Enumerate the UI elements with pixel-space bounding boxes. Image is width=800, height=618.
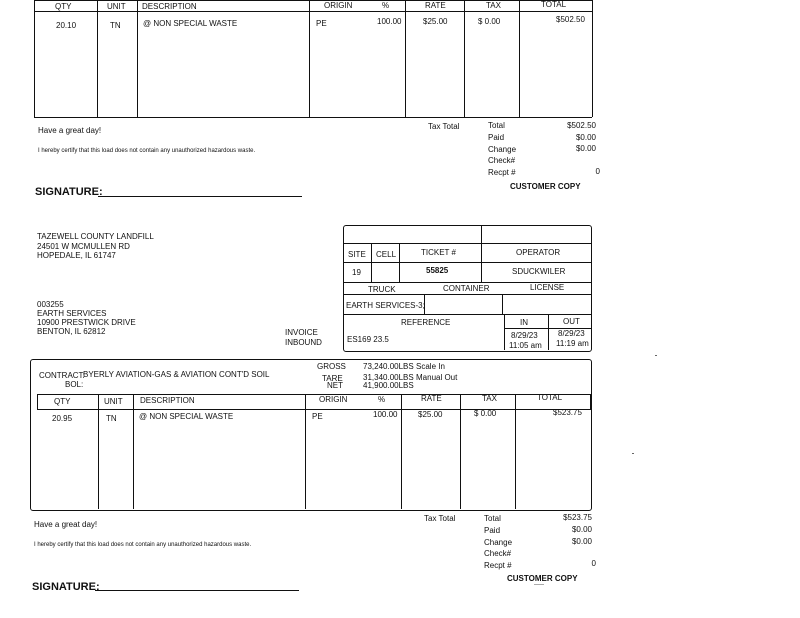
total-label: Total [484, 514, 501, 523]
col-tax-header: TAX [482, 394, 497, 403]
check-label: Check# [484, 549, 512, 558]
change-value: $0.00 [575, 144, 596, 153]
gross-value: 73,240.00LBS [363, 362, 414, 371]
contract-label: CONTRACT: [39, 371, 85, 380]
col-rate-header: RATE [421, 394, 442, 403]
row-pct: 100.00 [377, 17, 402, 26]
row-total: $502.50 [556, 15, 585, 24]
row-rate: $25.00 [418, 410, 443, 419]
check-label: Check# [488, 156, 516, 165]
tare-label: TARE [322, 374, 343, 383]
inbound-label: INBOUND [285, 338, 322, 347]
ticket-number-value: 55825 [426, 266, 449, 275]
operator-value: SDUCKWILER [512, 267, 566, 276]
customer-copy-label: CUSTOMER COPY [507, 574, 578, 583]
change-label: Change [488, 145, 517, 154]
site-label: SITE [348, 250, 366, 259]
total-label: Total [488, 121, 505, 130]
out-label: OUT [563, 317, 580, 326]
col-total-header: TOTAL [541, 0, 567, 9]
invoice-label: INVOICE [285, 328, 318, 337]
total-value: $502.50 [567, 121, 596, 130]
row-unit: TN [106, 414, 117, 423]
total-value: $523.75 [563, 513, 592, 522]
reference-label: REFERENCE [401, 318, 451, 327]
col-pct-header: % [378, 395, 386, 404]
gross-note: Scale In [416, 362, 445, 371]
row-tax: $ 0.00 [478, 17, 501, 26]
out-time: 11:19 am [556, 339, 589, 348]
tax-total-label: Tax Total [424, 514, 456, 523]
row-qty: 20.10 [56, 21, 77, 30]
col-unit-header: UNIT [104, 397, 123, 406]
net-value: 41,900.00LBS [363, 381, 414, 390]
contract-value: BYERLY AVIATION-GAS & AVIATION CONT'D SOIL [83, 370, 270, 379]
col-pct-header: % [382, 1, 390, 10]
recpt-label: Recpt # [488, 168, 516, 177]
in-date: 8/29/23 [511, 331, 538, 340]
row-description: @ NON SPECIAL WASTE [143, 19, 238, 28]
signature-line [95, 590, 299, 591]
customer-id: 003255 [37, 300, 64, 309]
paid-value: $0.00 [571, 525, 592, 534]
col-description-header: DESCRIPTION [140, 396, 195, 405]
site-value: 19 [352, 268, 361, 277]
facility-city: HOPEDALE, IL 61747 [37, 251, 116, 260]
operator-label: OPERATOR [516, 248, 561, 257]
gross-label: GROSS [317, 362, 346, 371]
paid-label: Paid [484, 526, 501, 535]
paid-value: $0.00 [575, 133, 596, 142]
col-origin-header: ORIGIN [319, 395, 348, 404]
truck-value: EARTH SERVICES-3; [346, 301, 425, 310]
col-origin-header: ORIGIN [324, 1, 353, 10]
row-qty: 20.95 [52, 414, 73, 423]
customer-city: BENTON, IL 62812 [37, 327, 106, 336]
license-label: LICENSE [530, 283, 565, 292]
row-origin: PE [312, 412, 323, 421]
certify-text: I hereby certify that this load does not contain any unauthorized hazardous waste. [34, 542, 252, 548]
certify-text: I hereby certify that this load does not contain any unauthorized hazardous waste. [38, 148, 256, 154]
ticket-number-label: TICKET # [421, 248, 456, 257]
in-label: IN [520, 318, 528, 327]
tax-total-label: Tax Total [428, 122, 460, 131]
customer-copy-label: CUSTOMER COPY [510, 182, 581, 191]
recpt-label: Recpt # [484, 561, 512, 570]
facility-street: 24501 W MCMULLEN RD [37, 242, 130, 251]
bol-label: BOL: [65, 380, 84, 389]
tare-value: 31,340.00LBS [363, 373, 414, 382]
paid-label: Paid [488, 133, 505, 142]
facility-name: TAZEWELL COUNTY LANDFILL [37, 232, 154, 241]
recpt-value: 0 [595, 167, 600, 176]
greeting-text: Have a great day! [34, 520, 98, 529]
in-time: 11:05 am [509, 341, 542, 350]
row-description: @ NON SPECIAL WASTE [139, 412, 234, 421]
tare-note: Manual Out [416, 373, 458, 382]
row-rate: $25.00 [423, 17, 448, 26]
col-tax-header: TAX [486, 1, 501, 10]
col-qty-header: QTY [55, 2, 72, 11]
signature-label: SIGNATURE: [35, 186, 103, 198]
net-label: NET [327, 381, 343, 390]
signature-line [98, 196, 302, 197]
cell-label: CELL [376, 250, 397, 259]
customer-name: EARTH SERVICES [37, 309, 107, 318]
customer-street: 10900 PRESTWICK DRIVE [37, 318, 136, 327]
scan-speck [534, 584, 544, 585]
out-date: 8/29/23 [558, 329, 585, 338]
container-label: CONTAINER [443, 284, 490, 293]
row-total: $523.75 [553, 408, 582, 417]
scan-speck [655, 355, 657, 356]
scan-speck [632, 453, 634, 454]
truck-label: TRUCK [368, 285, 396, 294]
row-unit: TN [110, 21, 121, 30]
col-total-header: TOTAL [537, 393, 563, 402]
col-description-header: DESCRIPTION [142, 2, 197, 11]
signature-label: SIGNATURE: [32, 581, 100, 593]
row-origin: PE [316, 19, 327, 28]
col-qty-header: QTY [54, 397, 71, 406]
reference-value: ES169 23.5 [347, 335, 389, 344]
row-tax: $ 0.00 [474, 409, 497, 418]
col-rate-header: RATE [425, 1, 446, 10]
col-unit-header: UNIT [107, 2, 126, 11]
row-pct: 100.00 [373, 410, 398, 419]
change-value: $0.00 [571, 537, 592, 546]
change-label: Change [484, 538, 513, 547]
recpt-value: 0 [591, 559, 596, 568]
greeting-text: Have a great day! [38, 126, 102, 135]
